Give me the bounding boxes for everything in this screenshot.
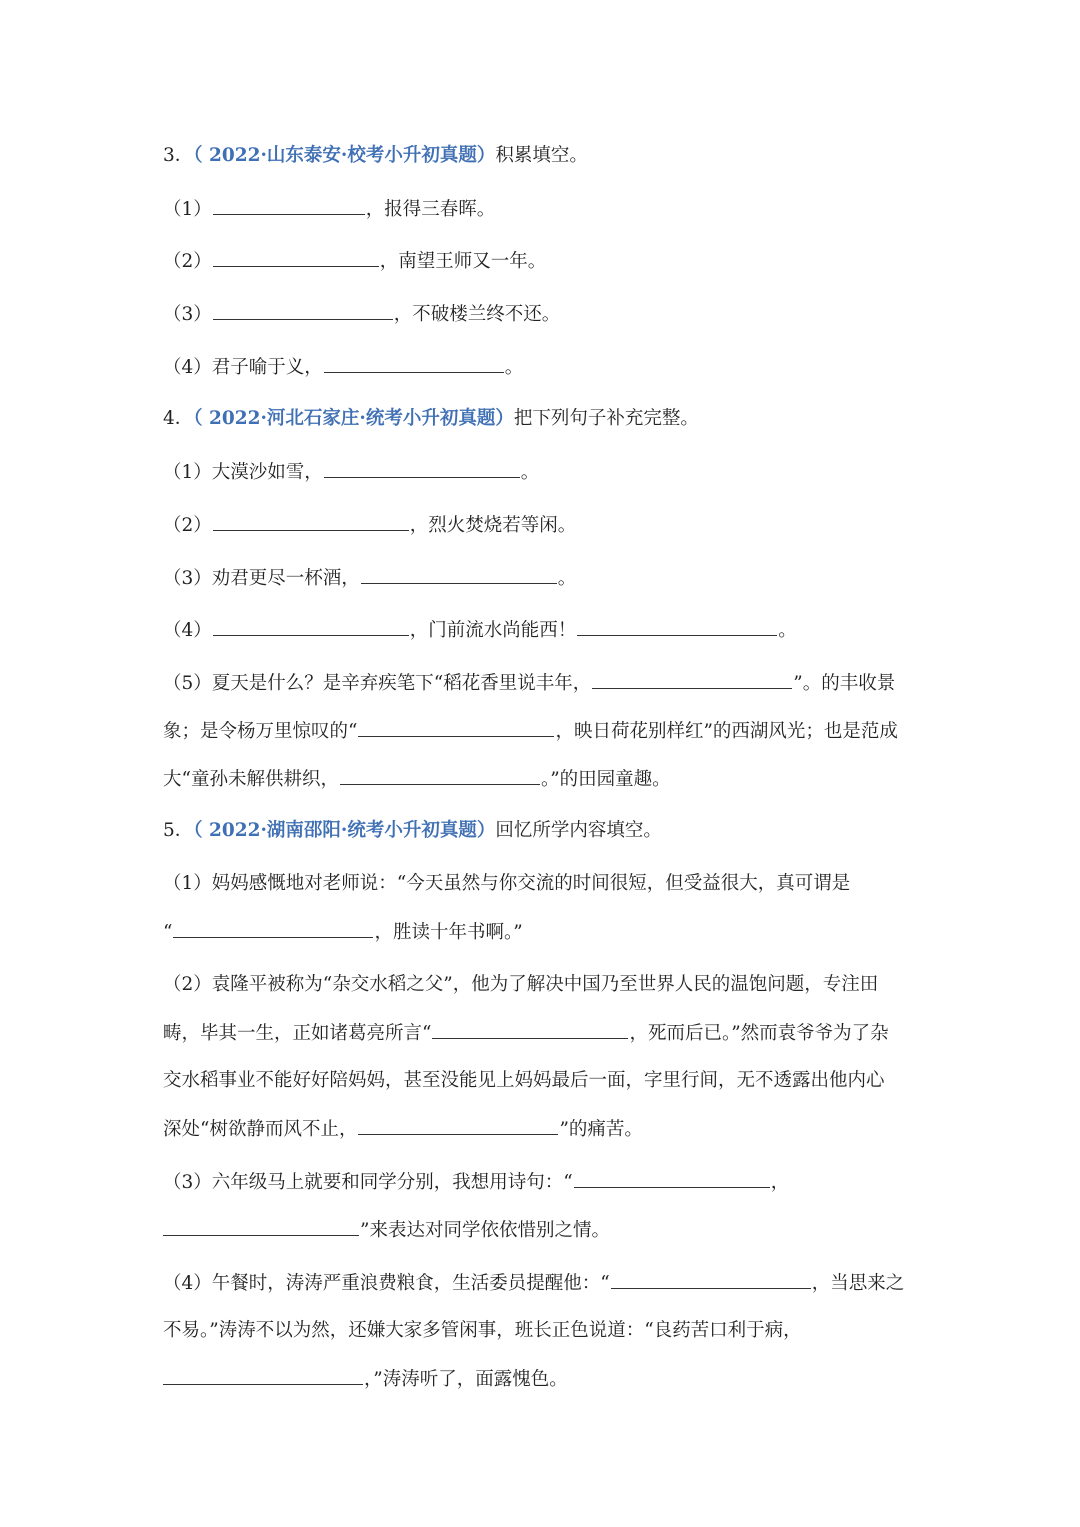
q5-item-4-line-3 xyxy=(163,1366,923,1393)
item-text: 君子喻于义， xyxy=(211,357,323,378)
item-label: （1） xyxy=(163,873,212,894)
item-text: “ xyxy=(163,922,173,943)
q5-item-4-line-1 xyxy=(163,1270,923,1297)
q4-item-2 xyxy=(163,512,923,539)
item-text: ”来表达对同学依依惜别之情。 xyxy=(360,1220,610,1241)
item-text: ，门前流水尚能西！ xyxy=(409,620,577,641)
answer-blank[interactable] xyxy=(358,718,554,737)
answer-blank[interactable] xyxy=(592,670,792,689)
answer-blank[interactable] xyxy=(611,1270,811,1289)
item-text: ”。的丰收景 xyxy=(793,673,896,694)
q5-number: 5． xyxy=(163,820,194,841)
item-text: 象；是令杨万里惊叹的“ xyxy=(163,721,358,742)
item-text: 夏天是什么？是辛弃疾笔下“稻花香里说丰年， xyxy=(211,673,592,694)
answer-blank[interactable] xyxy=(324,354,504,373)
answer-blank[interactable] xyxy=(358,1116,558,1135)
q4-item-5-line-2 xyxy=(163,718,923,745)
q3-header xyxy=(163,143,923,169)
q3-stem: 积累填空。 xyxy=(495,145,588,166)
item-text: 交水稻事业不能好好陪妈妈，甚至没能见上妈妈最后一面，字里行间，无不透露出他内心 xyxy=(163,1070,885,1091)
item-label: （4） xyxy=(163,620,212,641)
q4-item-3 xyxy=(163,565,923,592)
q5-item-1-line-2 xyxy=(163,919,923,946)
item-text: ”的痛苦。 xyxy=(559,1119,643,1140)
item-label: （4） xyxy=(163,1273,212,1294)
q4-item-5-line-1 xyxy=(163,670,923,697)
answer-blank[interactable] xyxy=(213,617,409,636)
item-label: （1） xyxy=(163,199,212,220)
item-label: （2） xyxy=(163,515,212,536)
item-text: ，”涛涛听了，面露愧色。 xyxy=(364,1369,568,1390)
answer-blank[interactable] xyxy=(213,301,393,320)
item-text: 。 xyxy=(520,462,540,483)
item-text: 不易。”涛涛不以为然，还嫌大家多管闲事，班长正色说道：“良药苦口利于病， xyxy=(163,1320,802,1341)
q5-item-3-line-1 xyxy=(163,1169,923,1196)
item-text: ，南望王师又一年。 xyxy=(379,251,547,272)
q4-header xyxy=(163,406,923,432)
item-label: （3） xyxy=(163,1172,212,1193)
item-label: （1） xyxy=(163,462,212,483)
item-text: 。 xyxy=(778,620,797,641)
item-text: ，映日荷花别样红”的西湖风光；也是范成 xyxy=(555,721,898,742)
item-label: （2） xyxy=(163,974,212,995)
q3-item-3 xyxy=(163,301,923,328)
item-text: 袁隆平被称为“杂交水稻之父”，他为了解决中国乃至世界人民的温饱问题，专注田 xyxy=(211,974,879,995)
item-label: （5） xyxy=(163,673,212,694)
answer-blank[interactable] xyxy=(361,565,557,584)
item-text: 深处“树欲静而风不止， xyxy=(163,1119,358,1140)
item-text: ， xyxy=(770,1172,790,1193)
q5-stem: 回忆所学内容填空。 xyxy=(495,820,662,841)
answer-blank[interactable] xyxy=(213,196,365,215)
answer-blank[interactable] xyxy=(163,1217,359,1236)
q5-item-3-line-2 xyxy=(163,1217,923,1244)
answer-blank[interactable] xyxy=(577,617,777,636)
q3-source: （ 2022·山东泰安·校考小升初真题） xyxy=(193,145,496,166)
item-label: （4） xyxy=(163,357,212,378)
answer-blank[interactable] xyxy=(173,919,373,938)
q3-number: 3． xyxy=(163,145,194,166)
item-label: （2） xyxy=(163,251,212,272)
item-text: 大漠沙如雪， xyxy=(211,462,323,483)
answer-blank[interactable] xyxy=(213,512,409,531)
q5-item-2-line-3 xyxy=(163,1068,923,1094)
q4-source: （ 2022·河北石家庄·统考小升初真题） xyxy=(193,408,514,429)
item-text: 妈妈感慨地对老师说：“今天虽然与你交流的时间很短，但受益很大，真可谓是 xyxy=(211,873,851,894)
item-text: 大“童孙未解供耕织， xyxy=(163,769,339,790)
q4-item-4 xyxy=(163,617,923,644)
item-text: 。”的田园童趣。 xyxy=(540,769,671,790)
q5-item-4-line-2 xyxy=(163,1318,923,1344)
q5-item-2-line-2 xyxy=(163,1020,923,1047)
item-text: ，烈火焚烧若等闲。 xyxy=(409,515,577,536)
q4-number: 4． xyxy=(163,408,194,429)
item-text: 六年级马上就要和同学分别，我想用诗句：“ xyxy=(211,1172,573,1193)
q3-item-2 xyxy=(163,248,923,275)
answer-blank[interactable] xyxy=(340,766,540,785)
q3-item-4 xyxy=(163,354,923,381)
q3-item-1 xyxy=(163,196,923,223)
answer-blank[interactable] xyxy=(213,248,379,267)
q5-header xyxy=(163,818,923,844)
q4-item-5-line-3 xyxy=(163,766,923,793)
item-text: ，胜读十年书啊。” xyxy=(374,922,523,943)
item-label: （3） xyxy=(163,304,212,325)
item-text: 劝君更尽一杯酒， xyxy=(211,568,360,589)
answer-blank[interactable] xyxy=(324,459,520,478)
item-text: ，不破楼兰终不还。 xyxy=(393,304,561,325)
item-text: 午餐时，涛涛严重浪费粮食，生活委员提醒他：“ xyxy=(211,1273,610,1294)
q5-item-2-line-4 xyxy=(163,1116,923,1143)
item-text: ，报得三春晖。 xyxy=(365,199,496,220)
q5-source: （ 2022·湖南邵阳·统考小升初真题） xyxy=(193,820,496,841)
answer-blank[interactable] xyxy=(432,1020,628,1039)
answer-blank[interactable] xyxy=(163,1366,363,1385)
q5-item-1-line-1 xyxy=(163,871,923,897)
item-text: 。 xyxy=(504,357,524,378)
q4-item-1 xyxy=(163,459,923,486)
item-text: 。 xyxy=(557,568,577,589)
q4-stem: 把下列句子补充完整。 xyxy=(513,408,699,429)
item-text: ，死而后已。”然而袁爷爷为了杂 xyxy=(629,1023,889,1044)
item-text: 畴，毕其一生，正如诸葛亮所言“ xyxy=(163,1023,432,1044)
item-text: ，当思来之 xyxy=(811,1273,905,1294)
item-label: （3） xyxy=(163,568,212,589)
answer-blank[interactable] xyxy=(574,1169,770,1188)
q5-item-2-line-1 xyxy=(163,972,923,998)
